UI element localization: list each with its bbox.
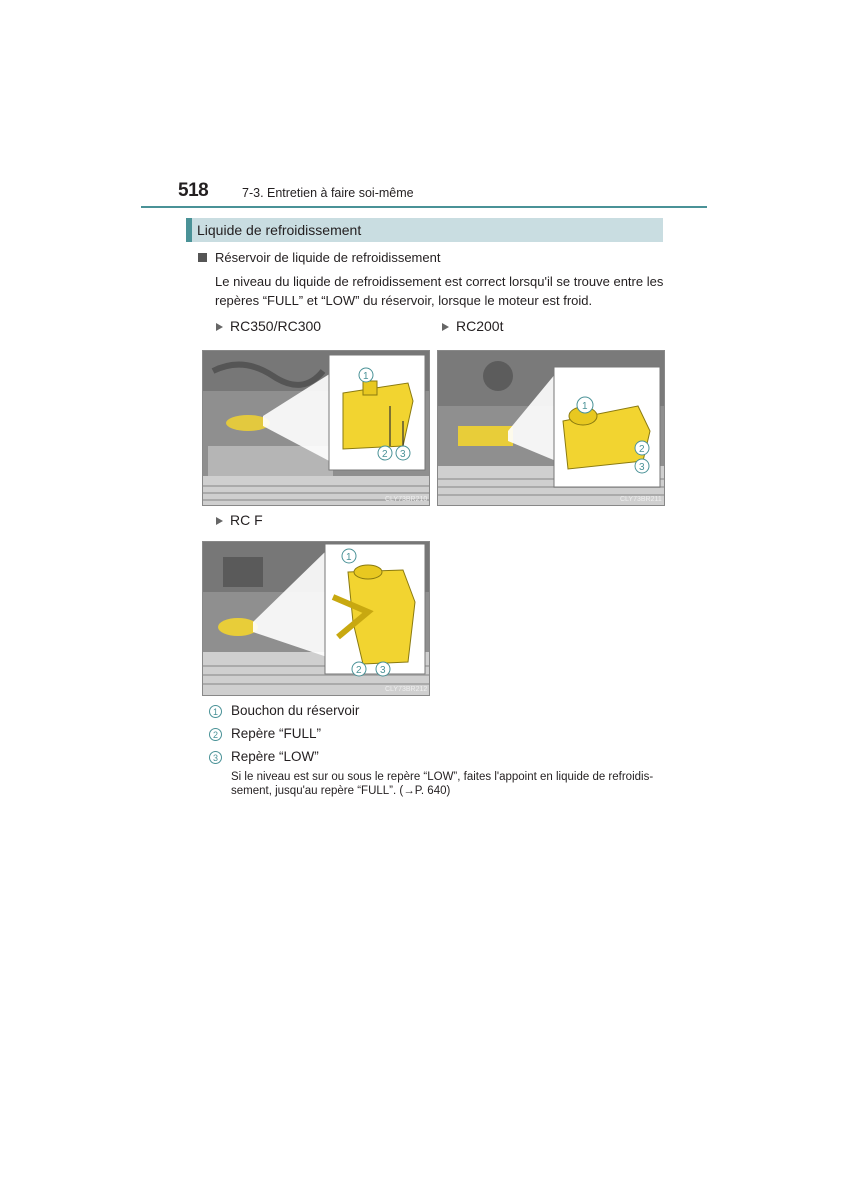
engine-photo-rc200t [437,350,665,506]
svg-text:2: 2 [382,449,388,460]
svg-text:2: 2 [639,444,645,455]
legend-item-full: Repère “FULL” [231,726,322,741]
legend-item-low: Repère “LOW” [231,749,319,764]
callout-number-3: 3 [209,751,222,764]
callout-number-2: 2 [209,728,222,741]
image-code: CLY73BR210 [385,496,428,503]
model-label-rc350: RC350/RC300 [230,318,322,334]
header-rule [141,206,707,208]
triangle-bullet-icon [216,323,223,331]
callout-number-1: 1 [209,705,222,718]
triangle-bullet-icon [216,517,223,525]
svg-text:2: 2 [356,665,362,676]
triangle-bullet-icon [442,323,449,331]
svg-text:3: 3 [380,665,386,676]
subheading: Réservoir de liquide de refroidissement [215,250,441,265]
square-bullet-icon [198,253,207,262]
image-code: CLY73BR211 [620,496,662,503]
svg-text:1: 1 [346,552,352,563]
engine-photo-rcf [202,541,430,696]
intro-paragraph: Le niveau du liquide de refroidissement est correct lorsqu'il se trouve entre les repères “FULL” et “LOW” du réservoir, lorsque le moteur est froid. [215,274,664,308]
chapter-title: 7-3. Entretien à faire soi-même [242,186,414,200]
image-code: CLY73BR212 [385,686,428,693]
model-label-rcf: RC F [230,512,263,528]
section-title: Liquide de refroidissement [197,222,362,238]
svg-text:1: 1 [363,371,369,382]
svg-text:1: 1 [582,401,588,412]
low-level-note: Si le niveau est sur ou sous le repère “LOW”, faites l'appoint en liquide de refroidis- sement, jusqu'au repère “FULL”. (→P. 640) [231,771,654,797]
svg-text:3: 3 [639,462,645,473]
svg-text:3: 3 [400,449,406,460]
engine-photo-rc350 [202,350,430,506]
legend-item-cap: Bouchon du réservoir [231,703,360,718]
page-number: 518 [178,180,209,201]
model-label-rc200t: RC200t [456,318,504,334]
